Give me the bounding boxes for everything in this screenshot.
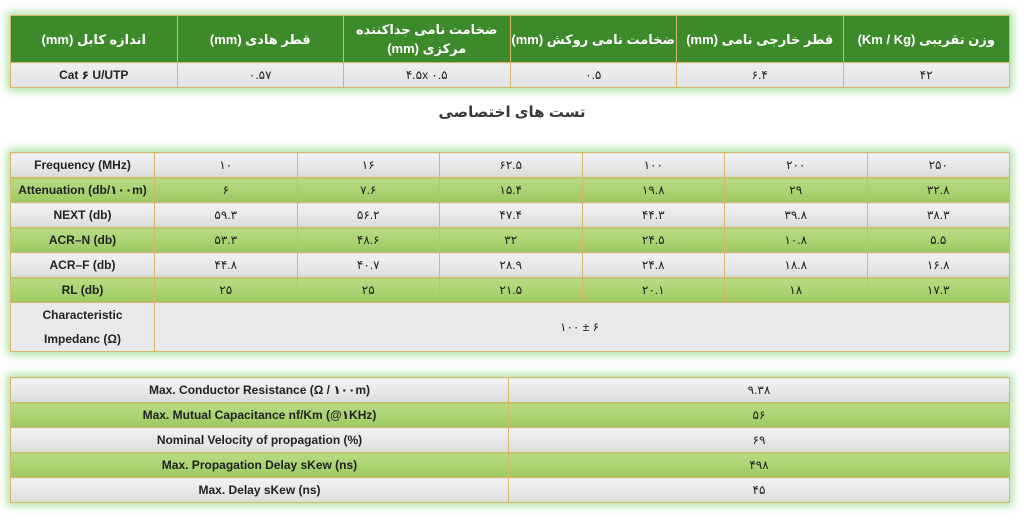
table-row-acr-f xyxy=(11,253,1010,278)
row-label: RL (db) xyxy=(11,278,155,303)
table-cell: ۱۰.۸ xyxy=(725,228,868,253)
header-sheath-thickness: ضخامت نامی روکش (mm) xyxy=(510,16,677,63)
table-cell: ۳۲.۸ xyxy=(867,178,1010,203)
table-cell: ۱۰۰ xyxy=(582,153,725,178)
table-cell: ۲۴.۸ xyxy=(582,253,725,278)
table-cell: ۲۰۰ xyxy=(725,153,868,178)
value-approx-weight: ۴۲ xyxy=(843,63,1010,88)
cable-specs-table xyxy=(10,15,1010,88)
table-row-impedance xyxy=(11,303,1010,352)
table-cell: ۶۹ xyxy=(509,428,1010,453)
table-cell: ۳۲ xyxy=(440,228,583,253)
table-cell: ۴۰.۷ xyxy=(297,253,440,278)
row-label: Max. Propagation Delay sKew (ns) xyxy=(11,453,509,478)
value-sheath-thickness: ۰.۵ xyxy=(510,63,677,88)
value-separator-thickness: ۴.۵x ۰.۵ xyxy=(344,63,511,88)
table-cell: ۶ xyxy=(155,178,298,203)
table-cell: ۱۸ xyxy=(725,278,868,303)
table-cell: ۵۶ xyxy=(509,403,1010,428)
table-cell: ۵۹.۳ xyxy=(155,203,298,228)
table-cell: ۲۰.۱ xyxy=(582,278,725,303)
row-label: ACR–N (db) xyxy=(11,228,155,253)
table-cell: ۲۵ xyxy=(155,278,298,303)
performance-tests-table xyxy=(10,152,1010,352)
table-cell: ۴۴.۳ xyxy=(582,203,725,228)
table-cell: ۴۹۸ xyxy=(509,453,1010,478)
table-cell: ۴۷.۴ xyxy=(440,203,583,228)
impedance-value: ۱۰۰ ± ۶ xyxy=(155,303,1010,352)
row-label: Max. Mutual Capacitance nf/Km (@۱KHz) xyxy=(11,403,509,428)
table-cell: ۲۵۰ xyxy=(867,153,1010,178)
row-label: Attenuation (db/۱۰۰m) xyxy=(11,178,155,203)
header-approx-weight: وزن تقریبی (Km / Kg) xyxy=(843,16,1010,63)
row-label: Max. Conductor Resistance (Ω / ۱۰۰m) xyxy=(11,378,509,403)
value-conductor-diameter: ۰.۵۷ xyxy=(177,63,344,88)
table-cell: ۲۸.۹ xyxy=(440,253,583,278)
row-label: ACR–F (db) xyxy=(11,253,155,278)
row-label: Max. Delay sKew (ns) xyxy=(11,478,509,503)
impedance-label xyxy=(11,303,155,352)
table-cell: ۷.۶ xyxy=(297,178,440,203)
table-cell: ۴۴.۸ xyxy=(155,253,298,278)
table-row-mutual-capacitance xyxy=(11,403,1010,428)
table-cell: ۹.۳۸ xyxy=(509,378,1010,403)
table-cell: ۱۵.۴ xyxy=(440,178,583,203)
table-cell: ۲۴.۵ xyxy=(582,228,725,253)
row-label: Nominal Velocity of propagation (%) xyxy=(11,428,509,453)
header-conductor-diameter: قطر هادی (mm) xyxy=(177,16,344,63)
table-cell: ۳۸.۳ xyxy=(867,203,1010,228)
table-cell: ۶۲.۵ xyxy=(440,153,583,178)
impedance-label-line1: Characteristic xyxy=(42,308,123,322)
table-cell: ۱۷.۳ xyxy=(867,278,1010,303)
table-cell: ۱۶ xyxy=(297,153,440,178)
table-row-delay-skew xyxy=(11,478,1010,503)
row-label: NEXT (db) xyxy=(11,203,155,228)
table-row-next xyxy=(11,203,1010,228)
table-cell: ۲۱.۵ xyxy=(440,278,583,303)
table-cell: ۳۹.۸ xyxy=(725,203,868,228)
header-cable-size: اندازه کابل (mm) xyxy=(11,16,178,63)
table-cell: ۲۹ xyxy=(725,178,868,203)
table-cell: ۵۶.۲ xyxy=(297,203,440,228)
table-cell: ۱۹.۸ xyxy=(582,178,725,203)
table-cell: ۴۵ xyxy=(509,478,1010,503)
table-row-acr-n xyxy=(11,228,1010,253)
impedance-label-line2: Impedanc (Ω) xyxy=(44,332,121,346)
section-title: تست های اختصاصی xyxy=(438,104,586,121)
table-row-frequency xyxy=(11,153,1010,178)
specs-value-row xyxy=(11,63,1010,88)
table-row-propagation-delay-skew xyxy=(11,453,1010,478)
table-cell: ۵.۵ xyxy=(867,228,1010,253)
table-cell: ۱۰ xyxy=(155,153,298,178)
header-outer-diameter: قطر خارجی نامی (mm) xyxy=(677,16,844,63)
table-cell: ۴۸.۶ xyxy=(297,228,440,253)
table-cell: ۱۸.۸ xyxy=(725,253,868,278)
table-cell: ۲۵ xyxy=(297,278,440,303)
specs-header-row xyxy=(11,16,1010,63)
table-row-nominal-velocity xyxy=(11,428,1010,453)
electrical-characteristics-table xyxy=(10,377,1010,503)
table-row-attenuation xyxy=(11,178,1010,203)
header-separator-thickness: ضخامت نامی جداکننده مرکزی (mm) xyxy=(344,16,511,63)
table-row-rl xyxy=(11,278,1010,303)
value-cable-size: Cat ۶ U/UTP xyxy=(11,63,178,88)
table-cell: ۵۳.۳ xyxy=(155,228,298,253)
row-label: Frequency (MHz) xyxy=(11,153,155,178)
table-row-conductor-resistance xyxy=(11,378,1010,403)
value-outer-diameter: ۶.۴ xyxy=(677,63,844,88)
table-cell: ۱۶.۸ xyxy=(867,253,1010,278)
